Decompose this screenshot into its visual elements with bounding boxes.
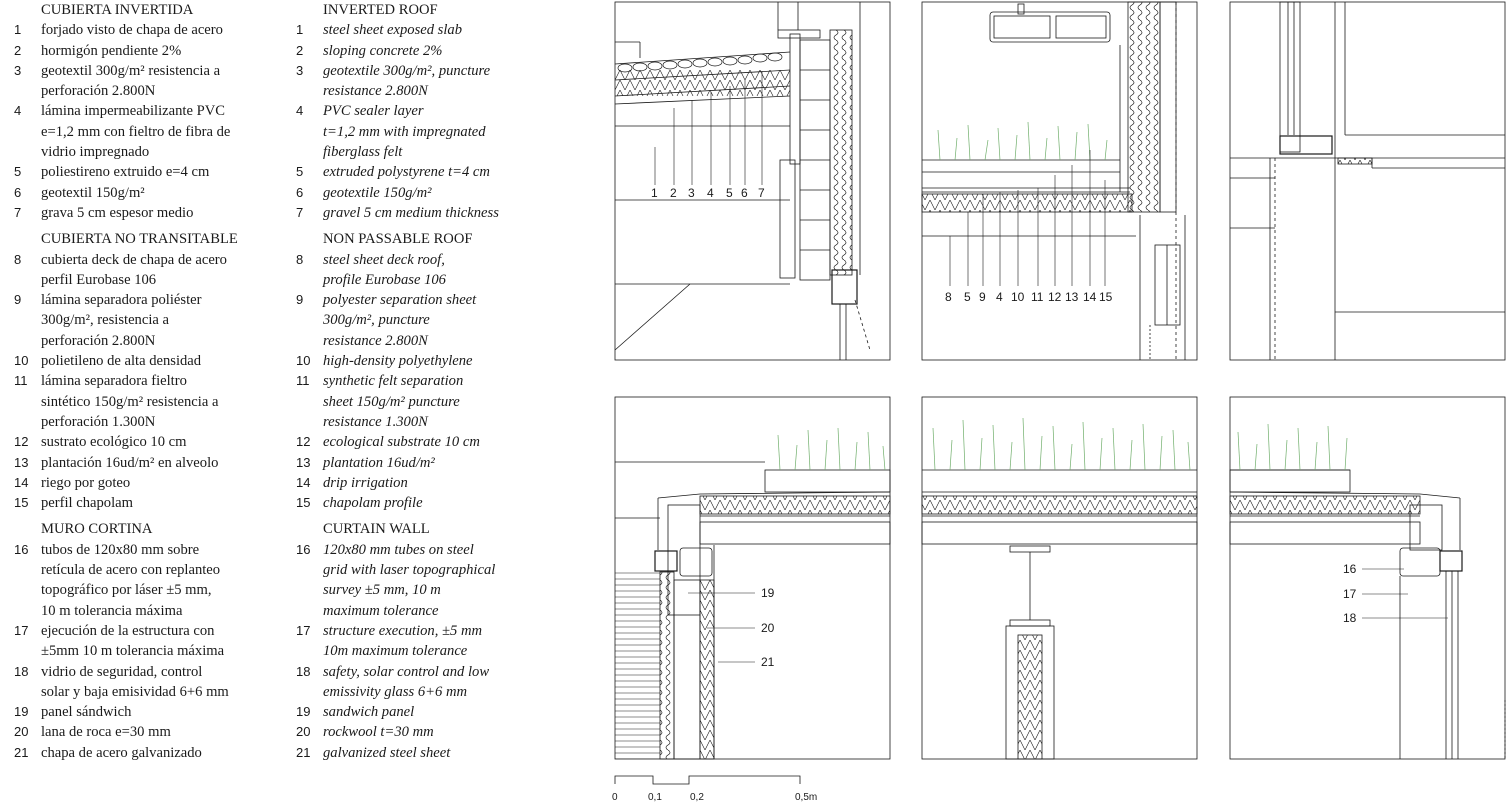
legend-item-number: 17 bbox=[296, 622, 311, 638]
detail-3-curtain-wall-top bbox=[1230, 2, 1505, 360]
legend-item-line: forjado visto de chapa de acero bbox=[41, 22, 223, 39]
callout-4: 4 bbox=[707, 186, 714, 200]
section-title: CUBIERTA NO TRANSITABLE bbox=[41, 231, 238, 248]
legend-item-line: chapa de acero galvanizado bbox=[41, 744, 202, 761]
legend-item-number: 8 bbox=[296, 251, 304, 267]
legend-item-line: gravel 5 cm medium thickness bbox=[323, 204, 499, 221]
legend-item-number: 6 bbox=[296, 184, 304, 200]
legend-item-number: 18 bbox=[296, 663, 311, 679]
grass-planting bbox=[933, 418, 1190, 470]
legend-item-number: 13 bbox=[296, 454, 311, 470]
grass-planting bbox=[778, 428, 885, 470]
callout-7: 7 bbox=[758, 186, 765, 200]
legend-item-line: perforación 1.300N bbox=[41, 413, 156, 430]
legend-item-number: 10 bbox=[14, 353, 29, 369]
legend-item-line: e=1,2 mm con fieltro de fibra de bbox=[41, 123, 231, 140]
legend-item-number: 16 bbox=[296, 541, 311, 557]
grass-planting bbox=[938, 122, 1107, 160]
section-title: INVERTED ROOF bbox=[323, 2, 438, 18]
legend-item-line: geotextile 150g/m² bbox=[323, 184, 432, 201]
callout-leaders-detail2 bbox=[950, 150, 1105, 286]
legend-item-line: cubierta deck de chapa de acero bbox=[41, 251, 227, 268]
legend-item-line: riego por goteo bbox=[41, 474, 131, 491]
callout-9: 9 bbox=[979, 290, 986, 304]
callout-18: 18 bbox=[1343, 611, 1357, 625]
legend-item-number: 11 bbox=[14, 373, 28, 389]
legend-item-line: drip irrigation bbox=[323, 474, 408, 491]
legend-item-line: perforación 2.800N bbox=[41, 332, 156, 349]
legend-item-number: 9 bbox=[296, 292, 304, 308]
scale-label-02: 0,2 bbox=[690, 792, 704, 803]
callout-2: 2 bbox=[670, 186, 677, 200]
scale-label-0: 0 bbox=[612, 792, 618, 803]
legend-item-line: lámina impermeabilizante PVC bbox=[41, 103, 225, 120]
legend-item-number: 16 bbox=[14, 541, 29, 557]
scale-label-05: 0,5m bbox=[795, 792, 818, 803]
legend-item-line: geotextil 150g/m² bbox=[41, 184, 145, 201]
callout-16: 16 bbox=[1343, 562, 1357, 576]
detail-6-curtain-wall-edge bbox=[1230, 397, 1505, 759]
callout-11: 11 bbox=[1031, 290, 1044, 304]
legend-item-line: grava 5 cm espesor medio bbox=[41, 204, 194, 221]
legend-item-line: 120x80 mm tubes on steel bbox=[323, 541, 474, 558]
legend-item-number: 4 bbox=[14, 103, 22, 119]
legend-item-line: grid with laser topographical bbox=[323, 562, 496, 579]
legend-item-line: sheet 150g/m² puncture bbox=[323, 393, 460, 410]
callout-10: 10 bbox=[1011, 290, 1025, 304]
legend-item-number: 9 bbox=[14, 292, 22, 308]
legend-item-line: ±5mm 10 m tolerancia máxima bbox=[41, 643, 225, 660]
legend-item-line: 10 m tolerancia máxima bbox=[41, 602, 183, 619]
legend-item-line: polyester separation sheet bbox=[323, 292, 477, 309]
legend-item-number: 1 bbox=[14, 22, 22, 38]
legend-item-number: 1 bbox=[296, 22, 304, 38]
detail-2-green-roof bbox=[922, 2, 1197, 360]
legend-item-line: lana de roca e=30 mm bbox=[41, 724, 171, 741]
legend-item-line: 10m maximum tolerance bbox=[323, 643, 468, 660]
callout-15: 15 bbox=[1099, 290, 1113, 304]
legend-item-line: 300g/m², resistencia a bbox=[41, 312, 169, 329]
callout-13: 13 bbox=[1065, 290, 1079, 304]
callout-3: 3 bbox=[688, 186, 695, 200]
legend-item-number: 2 bbox=[14, 42, 22, 58]
legend-item-number: 7 bbox=[14, 204, 22, 220]
legend-item-line: perfil Eurobase 106 bbox=[41, 271, 157, 288]
legend-item-line: t=1,2 mm with impregnated bbox=[323, 123, 486, 140]
legend-item-line: sandwich panel bbox=[323, 704, 415, 721]
legend-item-line: plantación 16ud/m² en alveolo bbox=[41, 454, 219, 471]
callout-12: 12 bbox=[1048, 290, 1062, 304]
legend-item-line: poliestireno extruido e=4 cm bbox=[41, 164, 210, 181]
detail-4-curtain-wall-parapet bbox=[615, 397, 890, 759]
legend-item-number: 15 bbox=[14, 495, 29, 511]
callout-1: 1 bbox=[651, 186, 658, 200]
section-title: CURTAIN WALL bbox=[323, 521, 430, 538]
legend-item-number: 14 bbox=[14, 474, 29, 490]
section-title: NON PASSABLE ROOF bbox=[323, 231, 473, 248]
legend-item-number: 19 bbox=[296, 704, 311, 720]
legend-item-line: galvanized steel sheet bbox=[323, 744, 451, 761]
callout-5b: 5 bbox=[964, 290, 971, 304]
legend-item-line: 300g/m², puncture bbox=[323, 312, 430, 329]
legend-item-line: vidrio impregnado bbox=[41, 144, 150, 161]
legend-item-line: perforación 2.800N bbox=[41, 83, 156, 100]
legend-item-line: sustrato ecológico 10 cm bbox=[41, 434, 187, 451]
legend-item-number: 18 bbox=[14, 663, 29, 679]
legend-item-line: polietileno de alta densidad bbox=[41, 353, 202, 370]
legend-item-number: 21 bbox=[296, 744, 311, 760]
callout-6: 6 bbox=[741, 186, 748, 200]
legend-item-line: ecological substrate 10 cm bbox=[323, 434, 480, 451]
legend-item-number: 11 bbox=[296, 373, 310, 389]
legend-item-line: fiberglass felt bbox=[323, 144, 403, 161]
legend-item-line: geotextil 300g/m² resistencia a bbox=[41, 62, 221, 79]
legend-item-line: extruded polystyrene t=4 cm bbox=[323, 164, 490, 181]
legend-item-line: tubos de 120x80 mm sobre bbox=[41, 541, 200, 558]
callout-leaders-detail4 bbox=[688, 593, 755, 662]
detail-1-inverted-roof bbox=[615, 2, 890, 360]
legend-item-line: retícula de acero con replanteo bbox=[41, 562, 221, 579]
legend-item-line: ejecución de la estructura con bbox=[41, 622, 215, 639]
legend-item-line: geotextile 300g/m², puncture bbox=[323, 62, 491, 79]
callout-14: 14 bbox=[1083, 290, 1097, 304]
legend-item-number: 5 bbox=[14, 164, 22, 180]
legend-item-line: vidrio de seguridad, control bbox=[41, 663, 203, 680]
legend-item-line: sloping concrete 2% bbox=[323, 42, 443, 59]
callout-19: 19 bbox=[761, 586, 775, 600]
legend-item-number: 2 bbox=[296, 42, 304, 58]
callout-8: 8 bbox=[945, 290, 952, 304]
legend-item-line: resistance 2.800N bbox=[323, 332, 428, 349]
section-title: CUBIERTA INVERTIDA bbox=[41, 2, 194, 18]
legend-item-line: lámina separadora fieltro bbox=[41, 373, 187, 390]
scale-label-01: 0,1 bbox=[648, 792, 662, 803]
legend-item-line: lámina separadora poliéster bbox=[41, 292, 202, 309]
legend-item-line: chapolam profile bbox=[323, 495, 423, 512]
legend-item-number: 3 bbox=[296, 62, 304, 78]
legend-item-line: PVC sealer layer bbox=[323, 103, 424, 120]
grass-planting bbox=[1238, 424, 1347, 470]
legend-item-number: 15 bbox=[296, 495, 311, 511]
legend-item-number: 4 bbox=[296, 103, 304, 119]
legend-item-line: maximum tolerance bbox=[323, 602, 439, 619]
legend-item-line: high-density polyethylene bbox=[323, 353, 473, 370]
legend-item-number: 12 bbox=[296, 434, 311, 450]
legend-item-line: structure execution, ±5 mm bbox=[323, 622, 483, 639]
callout-21: 21 bbox=[761, 655, 775, 669]
legend-item-number: 21 bbox=[14, 744, 29, 760]
legend-item-number: 17 bbox=[14, 622, 29, 638]
legend-item-line: resistance 1.300N bbox=[323, 413, 428, 430]
legend-item-number: 13 bbox=[14, 454, 29, 470]
legend-item-number: 5 bbox=[296, 164, 304, 180]
legend-item-number: 19 bbox=[14, 704, 29, 720]
legend-item-line: synthetic felt separation bbox=[323, 373, 464, 390]
scale-bar bbox=[615, 776, 800, 784]
legend-item-line: sintético 150g/m² resistencia a bbox=[41, 393, 219, 410]
legend-item-number: 14 bbox=[296, 474, 311, 490]
legend-item-line: profile Eurobase 106 bbox=[323, 271, 446, 288]
legend-item-number: 20 bbox=[14, 724, 29, 740]
detail-5-beam-section bbox=[922, 397, 1197, 759]
legend-item-line: topográfico por láser ±5 mm, bbox=[41, 582, 212, 599]
legend-item-line: rockwool t=30 mm bbox=[323, 724, 434, 741]
legend-item-line: resistance 2.800N bbox=[323, 83, 428, 100]
legend-item-line: survey ±5 mm, 10 m bbox=[323, 582, 441, 599]
legend-item-line: perfil chapolam bbox=[41, 495, 133, 512]
legend-item-line: solar y baja emisividad 6+6 mm bbox=[41, 683, 229, 700]
legend-item-line: emissivity glass 6+6 mm bbox=[323, 683, 468, 700]
legend-item-number: 3 bbox=[14, 62, 22, 78]
legend-item-number: 10 bbox=[296, 353, 311, 369]
callout-5: 5 bbox=[726, 186, 733, 200]
legend-item-number: 7 bbox=[296, 204, 304, 220]
legend-item-line: plantation 16ud/m² bbox=[323, 454, 435, 471]
legend-item-number: 8 bbox=[14, 251, 22, 267]
callout-4b: 4 bbox=[996, 290, 1003, 304]
legend-item-number: 6 bbox=[14, 184, 22, 200]
callout-20: 20 bbox=[761, 621, 775, 635]
legend-item-line: steel sheet deck roof, bbox=[323, 251, 445, 268]
legend-item-line: safety, solar control and low bbox=[323, 663, 490, 680]
legend-item-line: steel sheet exposed slab bbox=[323, 22, 463, 39]
legend-item-line: hormigón pendiente 2% bbox=[41, 42, 182, 59]
callout-17: 17 bbox=[1343, 587, 1357, 601]
legend-item-number: 12 bbox=[14, 434, 29, 450]
section-title: MURO CORTINA bbox=[41, 521, 153, 538]
legend-item-number: 20 bbox=[296, 724, 311, 740]
legend-item-line: panel sándwich bbox=[41, 704, 132, 721]
